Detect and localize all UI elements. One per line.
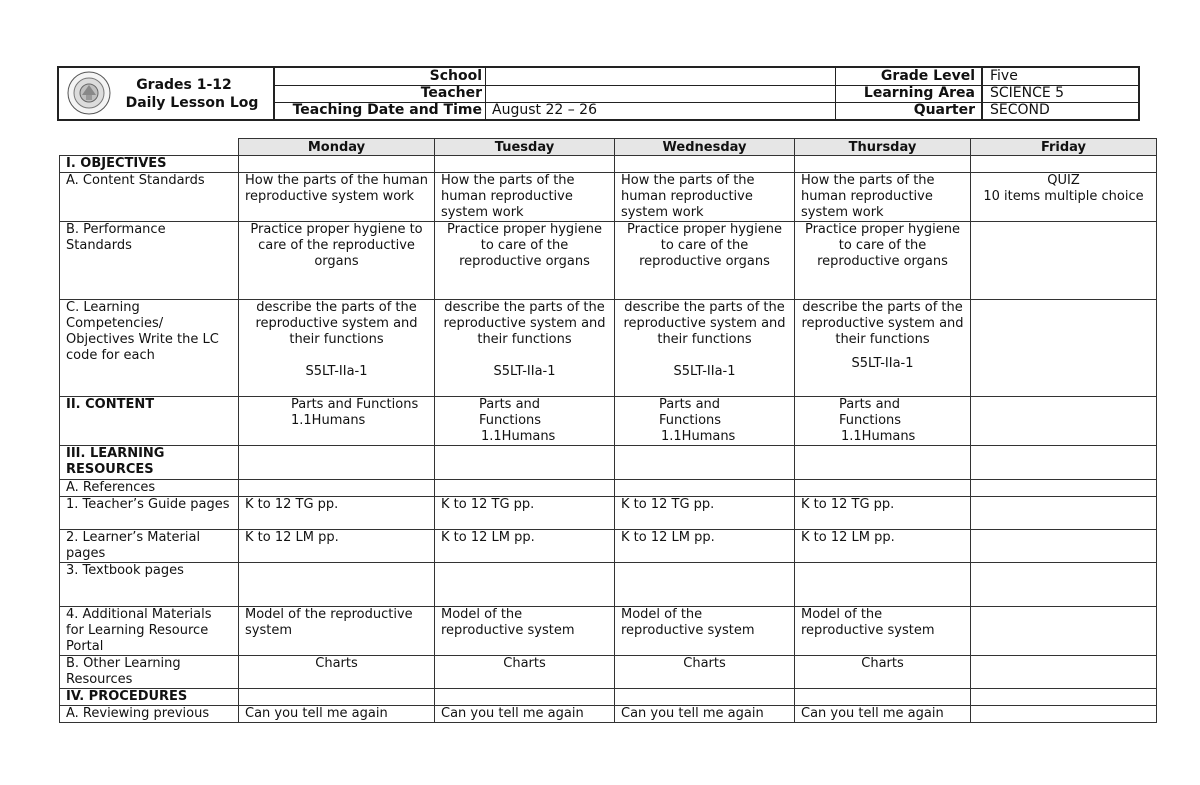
- teachers-guide-row: [60, 497, 1157, 530]
- content-wednesday: [615, 397, 795, 446]
- empty-cell: [971, 530, 1157, 563]
- day-header-friday: Friday: [971, 139, 1157, 156]
- section-content: II. CONTENT: [60, 397, 239, 446]
- lc-code: S5LT-IIa-1: [851, 356, 914, 371]
- objectives-section-row: [60, 156, 1157, 173]
- reviewing-wednesday: Can you tell me again: [615, 706, 795, 723]
- performance-standards-monday: Practice proper hygiene to care of the reproductive organs: [239, 222, 435, 300]
- content-standards-friday: [971, 173, 1157, 222]
- quiz-label: QUIZ: [1047, 173, 1080, 188]
- content-standards-wednesday: How the parts of the human reproductive system work: [615, 173, 795, 222]
- empty-cell: [971, 397, 1157, 446]
- other-resources-row: [60, 656, 1157, 689]
- teachers-guide-thursday: K to 12 TG pp.: [795, 497, 971, 530]
- empty-cell: [795, 446, 971, 480]
- content-title: Parts and Functions: [291, 397, 419, 412]
- teachers-guide-label: 1. Teacher’s Guide pages: [60, 497, 239, 530]
- content-title: Parts and Functions: [479, 397, 542, 428]
- empty-cell: [435, 563, 615, 607]
- learners-material-row: [60, 530, 1157, 563]
- empty-cell: [971, 607, 1157, 656]
- section-procedures: IV. PROCEDURES: [60, 689, 239, 706]
- references-row: [60, 480, 1157, 497]
- content-standards-monday: How the parts of the human reproductive system work: [239, 173, 435, 222]
- competency-text: describe the parts of the reproductive system and their functions: [443, 300, 606, 347]
- other-resources-monday: Charts: [239, 656, 435, 689]
- competencies-thursday: [795, 300, 971, 397]
- reviewing-monday: Can you tell me again: [239, 706, 435, 723]
- competencies-monday: [239, 300, 435, 397]
- learning-area-value: SCIENCE 5: [990, 85, 1065, 101]
- learners-material-tuesday: K to 12 LM pp.: [435, 530, 615, 563]
- empty-cell: [239, 156, 435, 173]
- other-resources-thursday: Charts: [795, 656, 971, 689]
- content-standards-tuesday: How the parts of the human reproductive system work: [435, 173, 615, 222]
- learning-resources-section-row: [60, 446, 1157, 480]
- performance-standards-wednesday: Practice proper hygiene to care of the reproductive organs: [615, 222, 795, 300]
- section-learning-resources: III. LEARNING RESOURCES: [60, 446, 239, 480]
- empty-cell: [795, 689, 971, 706]
- content-subtopic: 1.1Humans: [841, 429, 916, 444]
- learners-material-thursday: K to 12 LM pp.: [795, 530, 971, 563]
- empty-cell: [435, 480, 615, 497]
- content-monday: [239, 397, 435, 446]
- performance-standards-label: B. Performance Standards: [60, 222, 239, 300]
- content-subtopic: 1.1Humans: [661, 429, 736, 444]
- additional-materials-row: [60, 607, 1157, 656]
- teachers-guide-wednesday: K to 12 TG pp.: [615, 497, 795, 530]
- lesson-log-header: [57, 66, 1140, 121]
- lc-code: S5LT-IIa-1: [673, 364, 736, 379]
- reviewing-thursday: Can you tell me again: [795, 706, 971, 723]
- teacher-label: Teacher: [273, 85, 486, 102]
- textbook-row: [60, 563, 1157, 607]
- header-title-grades: Grades 1-12: [136, 77, 232, 93]
- quarter-label: Quarter: [836, 102, 983, 119]
- competency-text: describe the parts of the reproductive system and their functions: [623, 300, 786, 347]
- additional-materials-text: Model of the reproductive system: [621, 607, 755, 638]
- content-row: [60, 397, 1157, 446]
- empty-cell: [795, 563, 971, 607]
- content-tuesday: [435, 397, 615, 446]
- competencies-label: C. Learning Competencies/ Objectives Write the LC code for each: [60, 300, 239, 397]
- performance-standards-row: [60, 222, 1157, 300]
- content-thursday: [795, 397, 971, 446]
- teaching-date-value: August 22 – 26: [486, 102, 836, 119]
- other-resources-wednesday: Charts: [615, 656, 795, 689]
- teacher-value: [486, 85, 836, 102]
- competencies-row: [60, 300, 1157, 397]
- additional-materials-thursday: [795, 607, 971, 656]
- empty-cell: [971, 563, 1157, 607]
- content-subtopic: 1.1Humans: [481, 429, 556, 444]
- day-header-thursday: Thursday: [795, 139, 971, 156]
- empty-cell: [795, 480, 971, 497]
- empty-cell: [435, 689, 615, 706]
- empty-cell: [239, 480, 435, 497]
- lc-code: S5LT-IIa-1: [493, 364, 556, 379]
- textbook-label: 3. Textbook pages: [60, 563, 239, 607]
- empty-cell: [239, 563, 435, 607]
- empty-cell: [615, 563, 795, 607]
- additional-materials-wednesday: [615, 607, 795, 656]
- additional-materials-label: 4. Additional Materials for Learning Resource Portal: [60, 607, 239, 656]
- empty-cell: [615, 480, 795, 497]
- references-label: A. References: [60, 480, 239, 497]
- day-header-monday: Monday: [239, 139, 435, 156]
- procedures-section-row: [60, 689, 1157, 706]
- empty-cell: [971, 300, 1157, 397]
- competencies-tuesday: [435, 300, 615, 397]
- additional-materials-text: Model of the reproductive system: [801, 607, 935, 638]
- learners-material-wednesday: K to 12 LM pp.: [615, 530, 795, 563]
- grade-level-value: Five: [990, 68, 1018, 84]
- competency-text: describe the parts of the reproductive system and their functions: [801, 300, 964, 347]
- content-title: Parts and Functions: [839, 397, 902, 428]
- day-header-row: [60, 139, 1157, 156]
- empty-cell: [239, 689, 435, 706]
- empty-cell: [971, 222, 1157, 300]
- additional-materials-text: Model of the reproductive system: [441, 607, 575, 638]
- corner-cell: [60, 139, 239, 156]
- content-standards-thursday: How the parts of the human reproductive system work: [795, 173, 971, 222]
- learning-area-label: Learning Area: [836, 85, 983, 102]
- content-subtopic: 1.1Humans: [291, 413, 366, 428]
- empty-cell: [971, 156, 1157, 173]
- empty-cell: [239, 446, 435, 480]
- learners-material-label: 2. Learner’s Material pages: [60, 530, 239, 563]
- header-row-date: [273, 102, 1138, 119]
- quarter-value: SECOND: [990, 102, 1050, 118]
- day-header-wednesday: Wednesday: [615, 139, 795, 156]
- additional-materials-tuesday: [435, 607, 615, 656]
- day-header-tuesday: Tuesday: [435, 139, 615, 156]
- performance-standards-tuesday: Practice proper hygiene to care of the reproductive organs: [435, 222, 615, 300]
- empty-cell: [971, 656, 1157, 689]
- content-standards-row: [60, 173, 1157, 222]
- content-title: Parts and Functions: [659, 397, 722, 428]
- grade-level-label: Grade Level: [836, 68, 983, 85]
- empty-cell: [971, 480, 1157, 497]
- header-title-cell: [59, 68, 275, 119]
- lc-code: S5LT-IIa-1: [305, 364, 368, 379]
- section-objectives: I. OBJECTIVES: [60, 156, 239, 173]
- empty-cell: [971, 706, 1157, 723]
- competencies-wednesday: [615, 300, 795, 397]
- empty-cell: [971, 689, 1157, 706]
- header-row-teacher: [273, 85, 1138, 103]
- competency-text: describe the parts of the reproductive system and their functions: [255, 300, 418, 347]
- other-resources-tuesday: Charts: [435, 656, 615, 689]
- reviewing-label: A. Reviewing previous: [60, 706, 239, 723]
- other-resources-label: B. Other Learning Resources: [60, 656, 239, 689]
- empty-cell: [971, 446, 1157, 480]
- empty-cell: [971, 497, 1157, 530]
- performance-standards-thursday: Practice proper hygiene to care of the reproductive organs: [795, 222, 971, 300]
- header-row-school: [273, 68, 1138, 86]
- school-value: [486, 68, 836, 85]
- empty-cell: [435, 156, 615, 173]
- school-label: School: [273, 68, 486, 85]
- empty-cell: [615, 689, 795, 706]
- teachers-guide-tuesday: K to 12 TG pp.: [435, 497, 615, 530]
- teachers-guide-monday: K to 12 TG pp.: [239, 497, 435, 530]
- empty-cell: [615, 156, 795, 173]
- deped-seal-icon: [67, 71, 111, 115]
- content-standards-label: A. Content Standards: [60, 173, 239, 222]
- additional-materials-monday: Model of the reproductive system: [239, 607, 435, 656]
- lesson-log-table: [59, 138, 1157, 723]
- reviewing-tuesday: Can you tell me again: [435, 706, 615, 723]
- empty-cell: [615, 446, 795, 480]
- learners-material-monday: K to 12 LM pp.: [239, 530, 435, 563]
- teaching-date-label: Teaching Date and Time: [273, 102, 486, 119]
- empty-cell: [795, 156, 971, 173]
- reviewing-row: [60, 706, 1157, 723]
- header-title-daily-lesson-log: Daily Lesson Log: [125, 95, 259, 111]
- quiz-description: 10 items multiple choice: [983, 189, 1144, 204]
- empty-cell: [435, 446, 615, 480]
